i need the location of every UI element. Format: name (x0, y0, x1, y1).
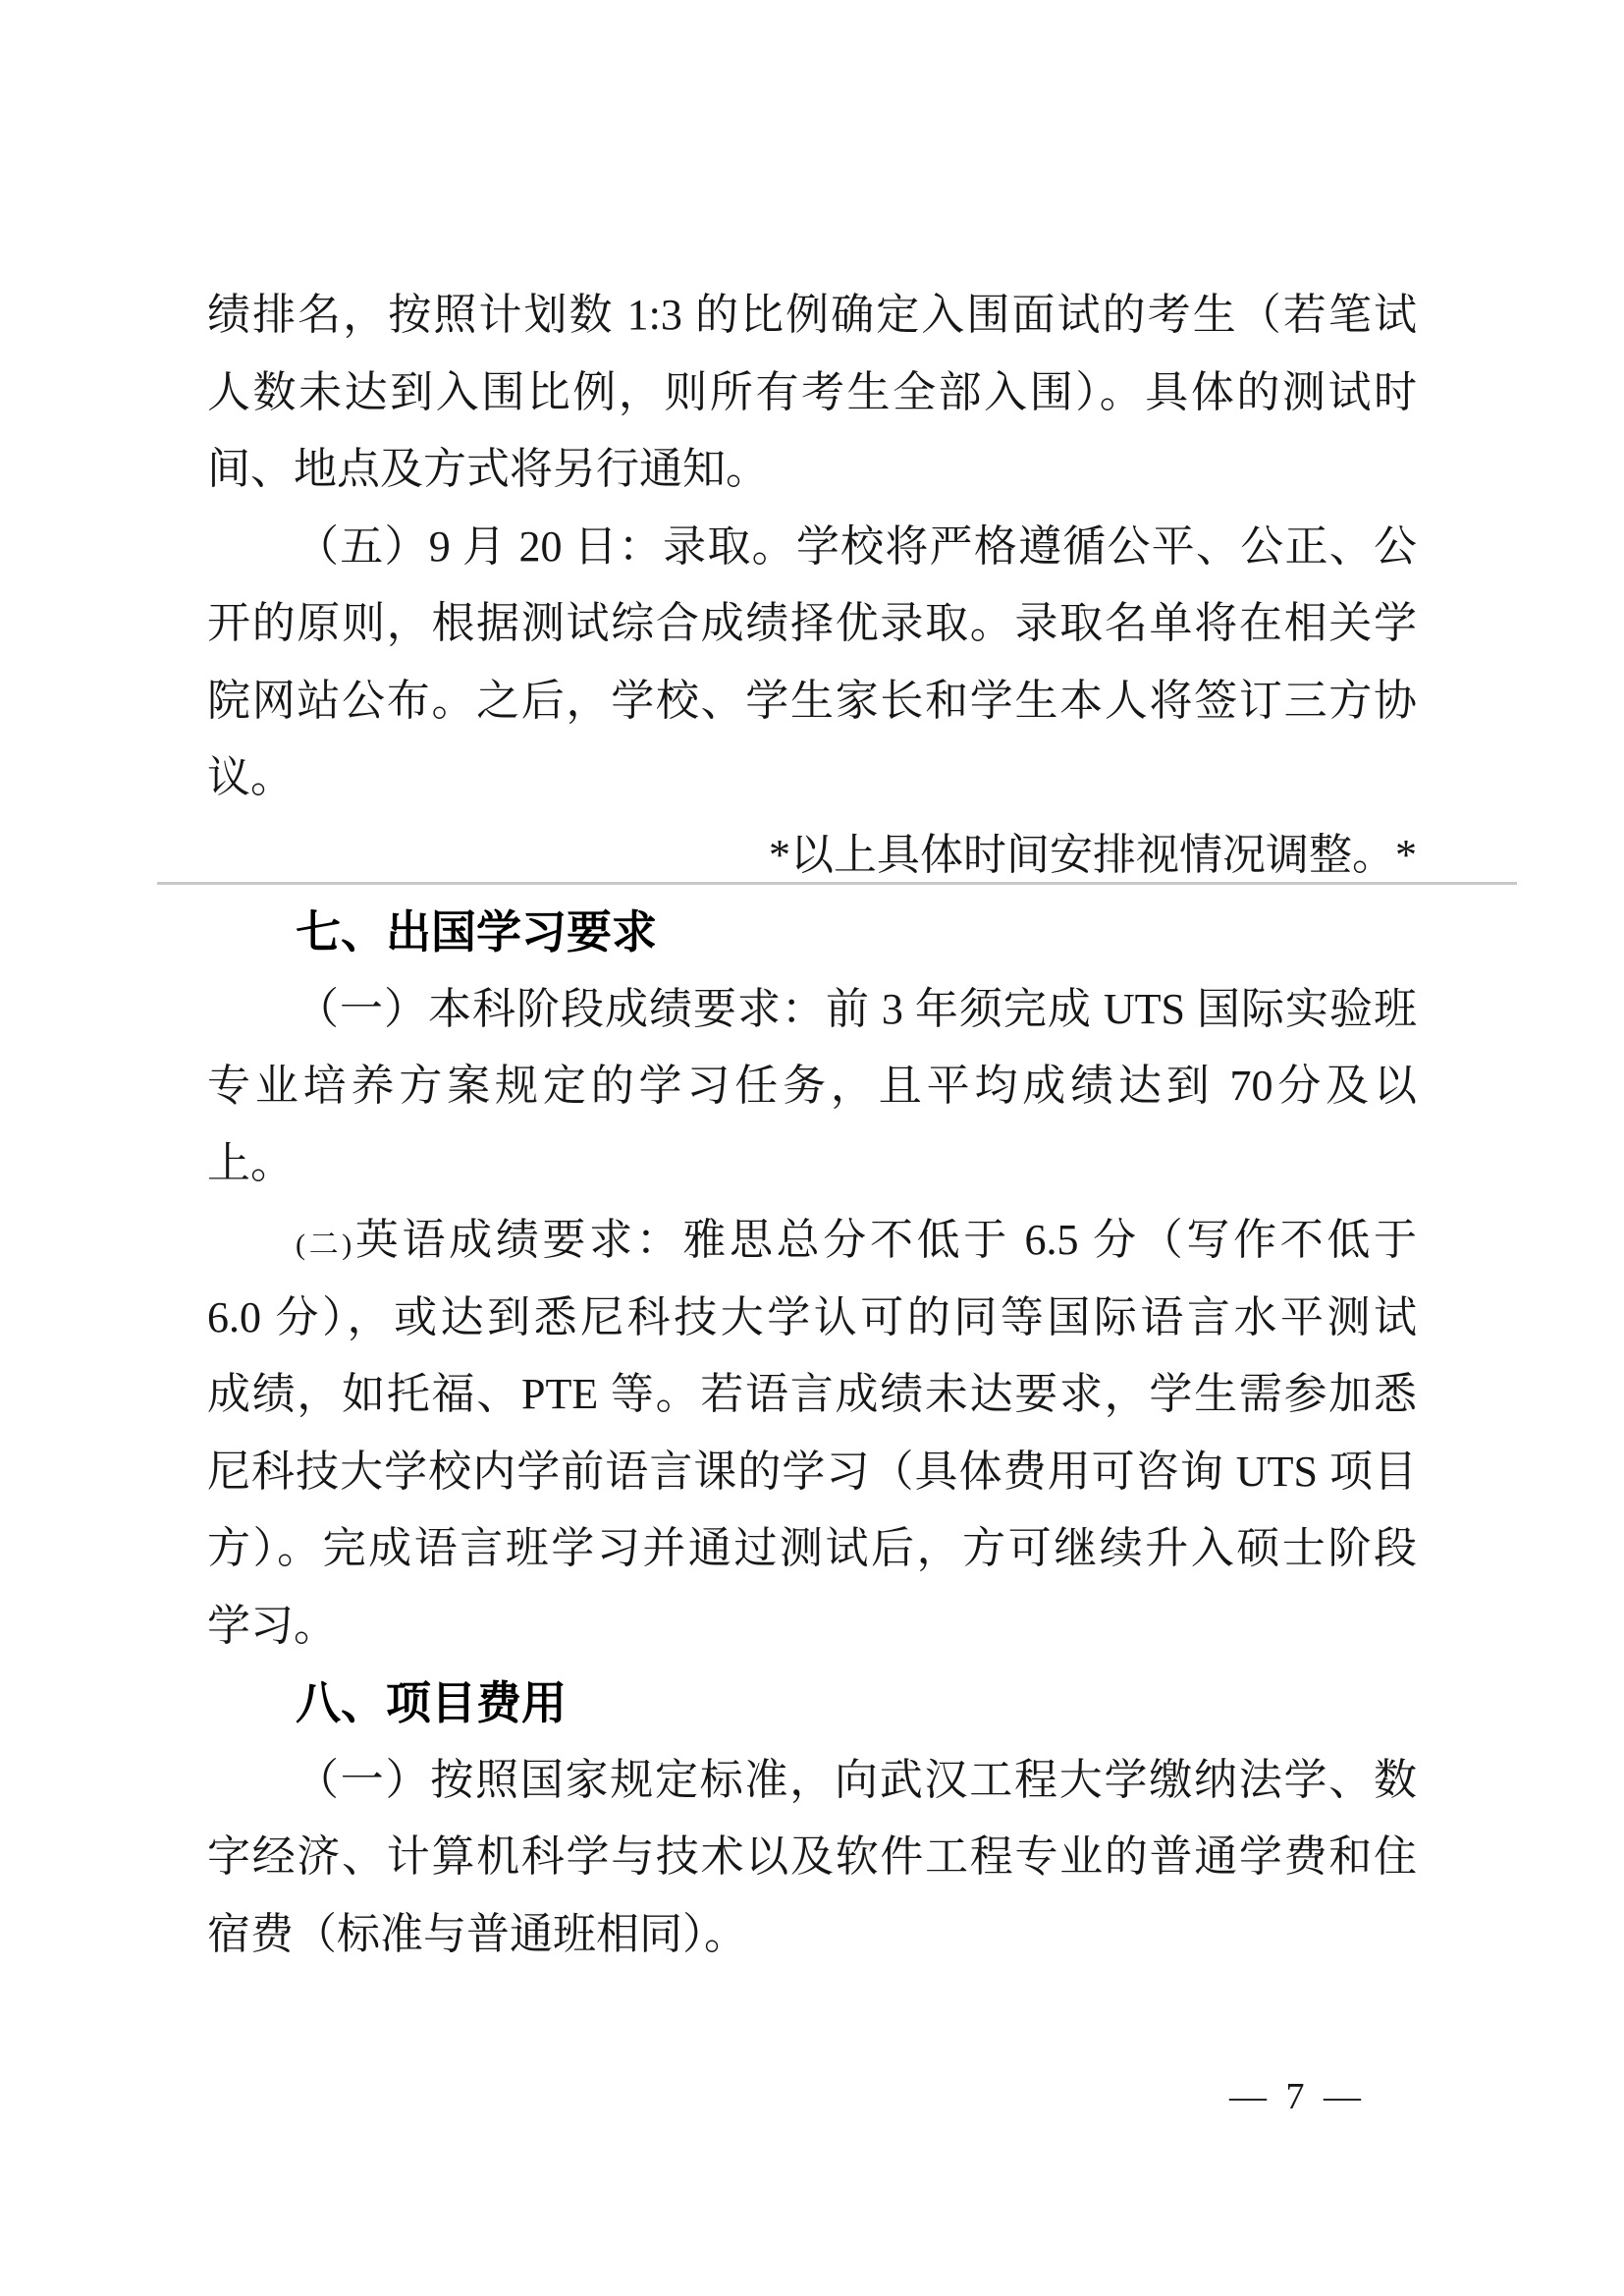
body-line: 上。 (207, 1138, 294, 1187)
body-line: 字经济、计算机科学与技术以及软件工程专业的普通学费和住 (207, 1832, 1417, 1881)
body-line (207, 1202, 1417, 1280)
body-line: 议。 (207, 753, 294, 801)
section-heading-7: 七、出国学习要求 (296, 906, 657, 957)
body-line: 人数未达到入围比例，则所有考生全部入围）。具体的测试时 (207, 367, 1417, 416)
body-line: 间、地点及方式将另行通知。 (207, 445, 769, 493)
body-line-text: 英语成绩要求：雅思总分不低于 6.5 分（写作不低于 (352, 1216, 1417, 1264)
item-number-small: (二) (296, 1229, 352, 1261)
body-line: 6.0 分），或达到悉尼科技大学认可的同等国际语言水平测试 (207, 1292, 1417, 1341)
section-heading-8: 八、项目费用 (296, 1677, 567, 1728)
body-line: 尼科技大学校内学前语言课的学习（具体费用可咨询 UTS 项目 (207, 1447, 1417, 1496)
schedule-note: *以上具体时间安排视情况调整。* (769, 830, 1417, 879)
body-line: 开的原则，根据测试综合成绩择优录取。录取名单将在相关学 (207, 599, 1417, 647)
body-line: 专业培养方案规定的学习任务，且平均成绩达到 70分及以 (207, 1062, 1417, 1110)
body-line: 院网站公布。之后，学校、学生家长和学生本人将签订三方协 (207, 676, 1417, 725)
page-number: — 7 — (1229, 2076, 1366, 2117)
body-line: 成绩，如托福、PTE 等。若语言成绩未达要求，学生需参加悉 (207, 1370, 1417, 1418)
body-line: 宿费（标准与普通班相同）。 (207, 1909, 747, 1958)
body-line: 方）。完成语言班学习并通过测试后，方可继续升入硕士阶段 (207, 1524, 1417, 1572)
body-line: （一）按照国家规定标准，向武汉工程大学缴纳法学、数 (296, 1755, 1417, 1804)
body-line: 学习。 (207, 1601, 337, 1650)
body-line: 绩排名，按照计划数 1:3 的比例确定入围面试的考生（若笔试 (207, 291, 1417, 339)
document-text-block (207, 277, 1417, 1973)
body-line: （一）本科阶段成绩要求：前 3 年须完成 UTS 国际实验班 (296, 984, 1417, 1033)
body-line: （五）9 月 20 日：录取。学校将严格遵循公平、公正、公 (296, 521, 1417, 571)
